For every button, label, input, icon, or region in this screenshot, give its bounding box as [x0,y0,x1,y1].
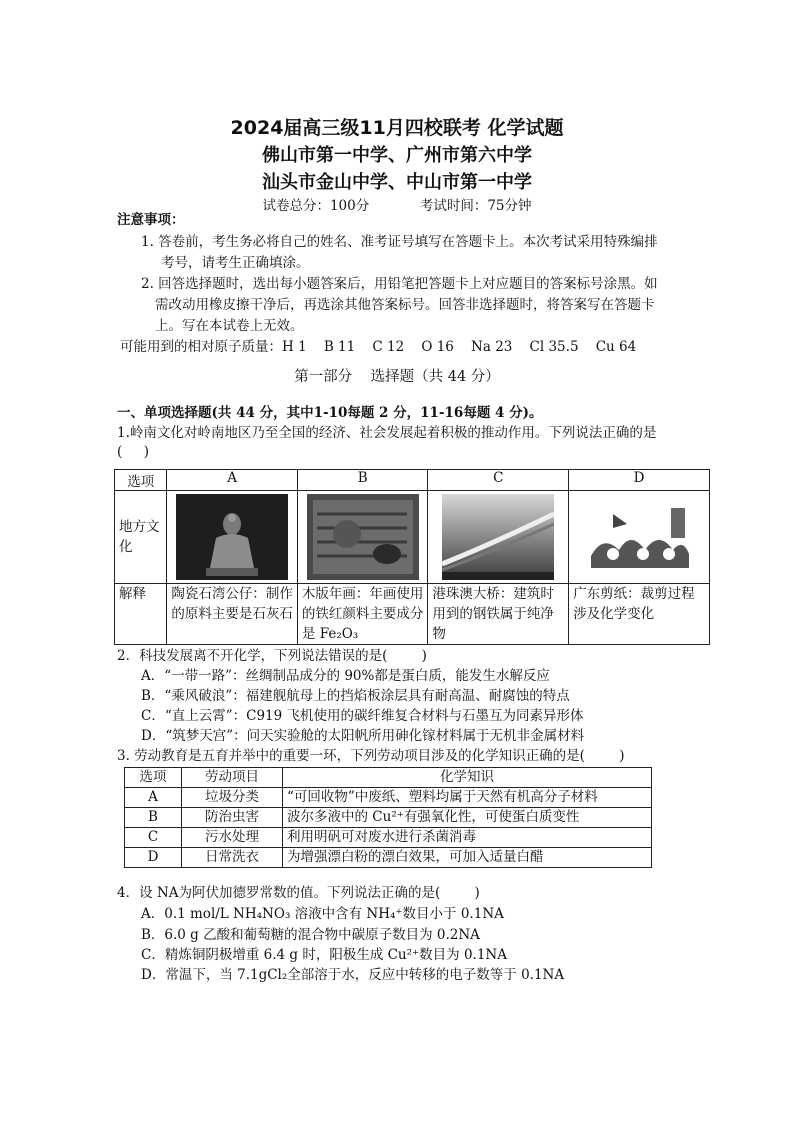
q2-option-b: B．“乘风破浪”：福建舰航母上的挡焰板涂层具有耐高温、耐腐蚀的特点 [141,688,570,704]
note-2-line-1: 2. 回答选择题时，选出每小题答案后，用铅笔把答题卡上对应题目的答案标号涂黑。如 [141,276,658,292]
q1-exp-a: 陶瓷石湾公仔：制作的原料主要是石灰石 [167,584,298,645]
note-1-line-1: 1. 答卷前，考生务必将自己的姓名、准考证号填写在答题卡上。本次考试采用特殊编排 [141,234,658,250]
bridge-photo [442,494,554,580]
q4-option-d: D．常温下，当 7.1gCl₂全部溶于水，反应中转移的电子数等于 0.1NA [141,967,565,983]
q1-col-d: D [569,470,710,491]
q1-stem: 1.岭南文化对岭南地区乃至全国的经济、社会发展起着积极的推动作用。下列说法正确的是 [117,425,657,441]
q3-row-c-opt: C [125,828,182,848]
q2-stem: 2．科技发展离不开化学，下列说法错误的是( ) [117,648,427,664]
q1-image-b [297,491,428,584]
q1-image-d [569,491,710,584]
q3-row-a-item: 垃圾分类 [182,788,283,808]
q3-row-c-knowledge: 利用明矾可对废水进行杀菌消毒 [283,828,652,848]
q3-row-b-opt: B [125,808,182,828]
exam-title: 2024届高三级11月四校联考 化学试题 [230,117,564,139]
buddha-statue-photo [176,494,288,580]
q1-col-b: B [297,470,428,491]
table-row [125,848,652,868]
q3-row-d-opt: D [125,848,182,868]
q1-image-a [167,491,298,584]
q1-blank: ( ) [117,444,149,460]
q1-exp-b: 木版年画：年画使用的铁红颜料主要成分是 Fe₂O₃ [297,584,428,645]
q1-exp-c: 港珠澳大桥：建筑时用到的钢铁属于纯净物 [428,584,569,645]
table-row [125,828,652,848]
q1-exp-d: 广东剪纸：裁剪过程涉及化学变化 [569,584,710,645]
q3-table [124,767,652,868]
woodblock-print-photo [307,494,419,580]
q2-option-a: A．“一带一路”：丝绸制品成分的 90%都是蛋白质，能发生水解反应 [141,668,550,684]
exam-time: 考试时间：75分钟 [419,198,532,214]
q1-image-c [428,491,569,584]
q3-row-d-knowledge: 为增强漂白粉的漂白效果，可加入适量白醋 [283,848,652,868]
q1-table [114,469,710,645]
q3-row-a-knowledge: “可回收物”中废纸、塑料均属于天然有机高分子材料 [283,788,652,808]
q3-header-knowledge: 化学知识 [283,768,652,788]
q3-row-a-opt: A [125,788,182,808]
notes-heading: 注意事项： [117,212,185,228]
q1-col-a: A [167,470,298,491]
q4-stem: 4．设 NA为阿伏加德罗常数的值。下列说法正确的是( ) [117,885,480,901]
q1-row-explain-label: 解释 [115,584,167,645]
q2-option-d: D．“筑梦天宫”：问天实验舱的太阳帆所用砷化镓材料属于无机非金属材料 [141,728,585,744]
section-title: 一、单项选择题(共 44 分，其中1-10每题 2 分，11-16每题 4 分)。 [117,405,543,421]
note-1-line-2: 考号，请考生正确填涂。 [161,255,310,271]
q3-header-item: 劳动项目 [182,768,283,788]
q3-row-c-item: 污水处理 [182,828,283,848]
schools-line-1: 佛山市第一中学、广州市第六中学 [262,145,532,166]
q2-option-c: C．“直上云霄”：C919 飞机使用的碳纤维复合材料与石墨互为同素异形体 [141,708,584,724]
q4-option-c: C．精炼铜阴极增重 6.4 g 时，阳极生成 Cu²⁺数目为 0.1NA [141,947,507,963]
atomic-mass-line: 可能用到的相对原子质量：H 1 B 11 C 12 O 16 Na 23 Cl 35.5 Cu 64 [120,339,637,355]
q1-row-culture-label: 地方文化 [115,491,167,584]
q3-stem: 3. 劳动教育是五育并举中的重要一环，下列劳动项目涉及的化学知识正确的是( ) [117,748,625,764]
q3-header-option: 选项 [125,768,182,788]
q3-row-b-item: 防治虫害 [182,808,283,828]
note-2-line-2: 需改动用橡皮擦干净后，再选涂其他答案标号。回答非选择题时，将答案写在答题卡 [155,297,655,313]
part1-heading: 第一部分 选择题（共 44 分） [294,369,500,385]
q3-row-d-item: 日常洗衣 [182,848,283,868]
q1-col-c: C [428,470,569,491]
q4-option-b: B．6.0 g 乙酸和葡萄糖的混合物中碳原子数目为 0.2NA [141,927,480,943]
q4-option-a: A．0.1 mol/L NH₄NO₃ 溶液中含有 NH₄⁺数目小于 0.1NA [141,906,504,922]
q3-row-b-knowledge: 波尔多液中的 Cu²⁺有强氧化性，可使蛋白质变性 [283,808,652,828]
table-row [125,788,652,808]
papercut-photo [583,494,695,580]
total-score: 试卷总分：100分 [262,198,370,214]
q1-header-label: 选项 [115,470,167,491]
table-row [125,808,652,828]
schools-line-2: 汕头市金山中学、中山市第一中学 [262,172,532,193]
note-2-line-3: 上。写在本试卷上无效。 [155,318,304,334]
